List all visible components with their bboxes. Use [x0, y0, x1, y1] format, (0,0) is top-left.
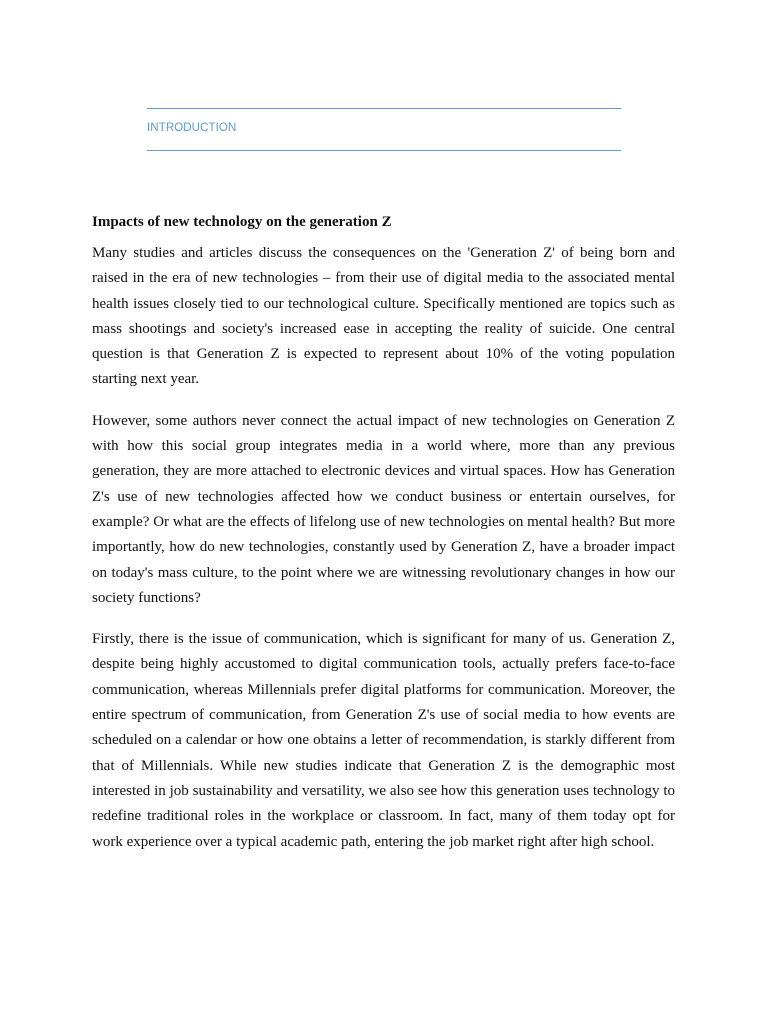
paragraph-1: Many studies and articles discuss the consequences on the 'Generation Z' of being born and raised in the era of new technologies – from their use of digital media to the associated mental health issues closely tied to our technological culture. Specifically mentioned are topics such as mass shootings and society's increased ease in accepting the reality of suicide. One central question is that Generation Z is expected to represent about 10% of the voting population starting next year. — [92, 245, 675, 388]
paragraph-3: Firstly, there is the issue of communication, which is significant for many of us. Generation Z, despite being highly accustomed to digital communication tools, actually prefers face-to-face communication, whereas Millennials prefer digital platforms for communication. Moreover, the entire spectrum of communication, from Generation Z's use of social media to how events are scheduled on a calendar or how one obtains a letter of recommendation, is starkly different from that of Millennials. While new studies indicate that Generation Z is the demographic most interested in job sustainability and versatility, we also see how this generation uses technology to redefine traditional roles in the workplace or classroom. In fact, many of them today opt for work experience over a typical academic path, entering the job market right after high school. — [92, 631, 675, 850]
article-heading: Impacts of new technology on the generation Z — [92, 214, 392, 230]
article-body — [92, 212, 675, 871]
section-title: INTRODUCTION — [147, 122, 237, 134]
paragraph-2: However, some authors never connect the actual impact of new technologies on Generation Z with how this social group integrates media in a world where, more than any previous generation, they are more attached to electronic devices and virtual spaces. How has Generation Z's use of new technologies affected how we conduct business or entertain ourselves, for example? Or what are the effects of lifelong use of new technologies on mental health? But more importantly, how do new technologies, constantly used by Generation Z, have a broader impact on today's mass culture, to the point where we are witnessing revolutionary changes in how our society functions? — [92, 412, 675, 606]
section-header — [147, 108, 621, 151]
